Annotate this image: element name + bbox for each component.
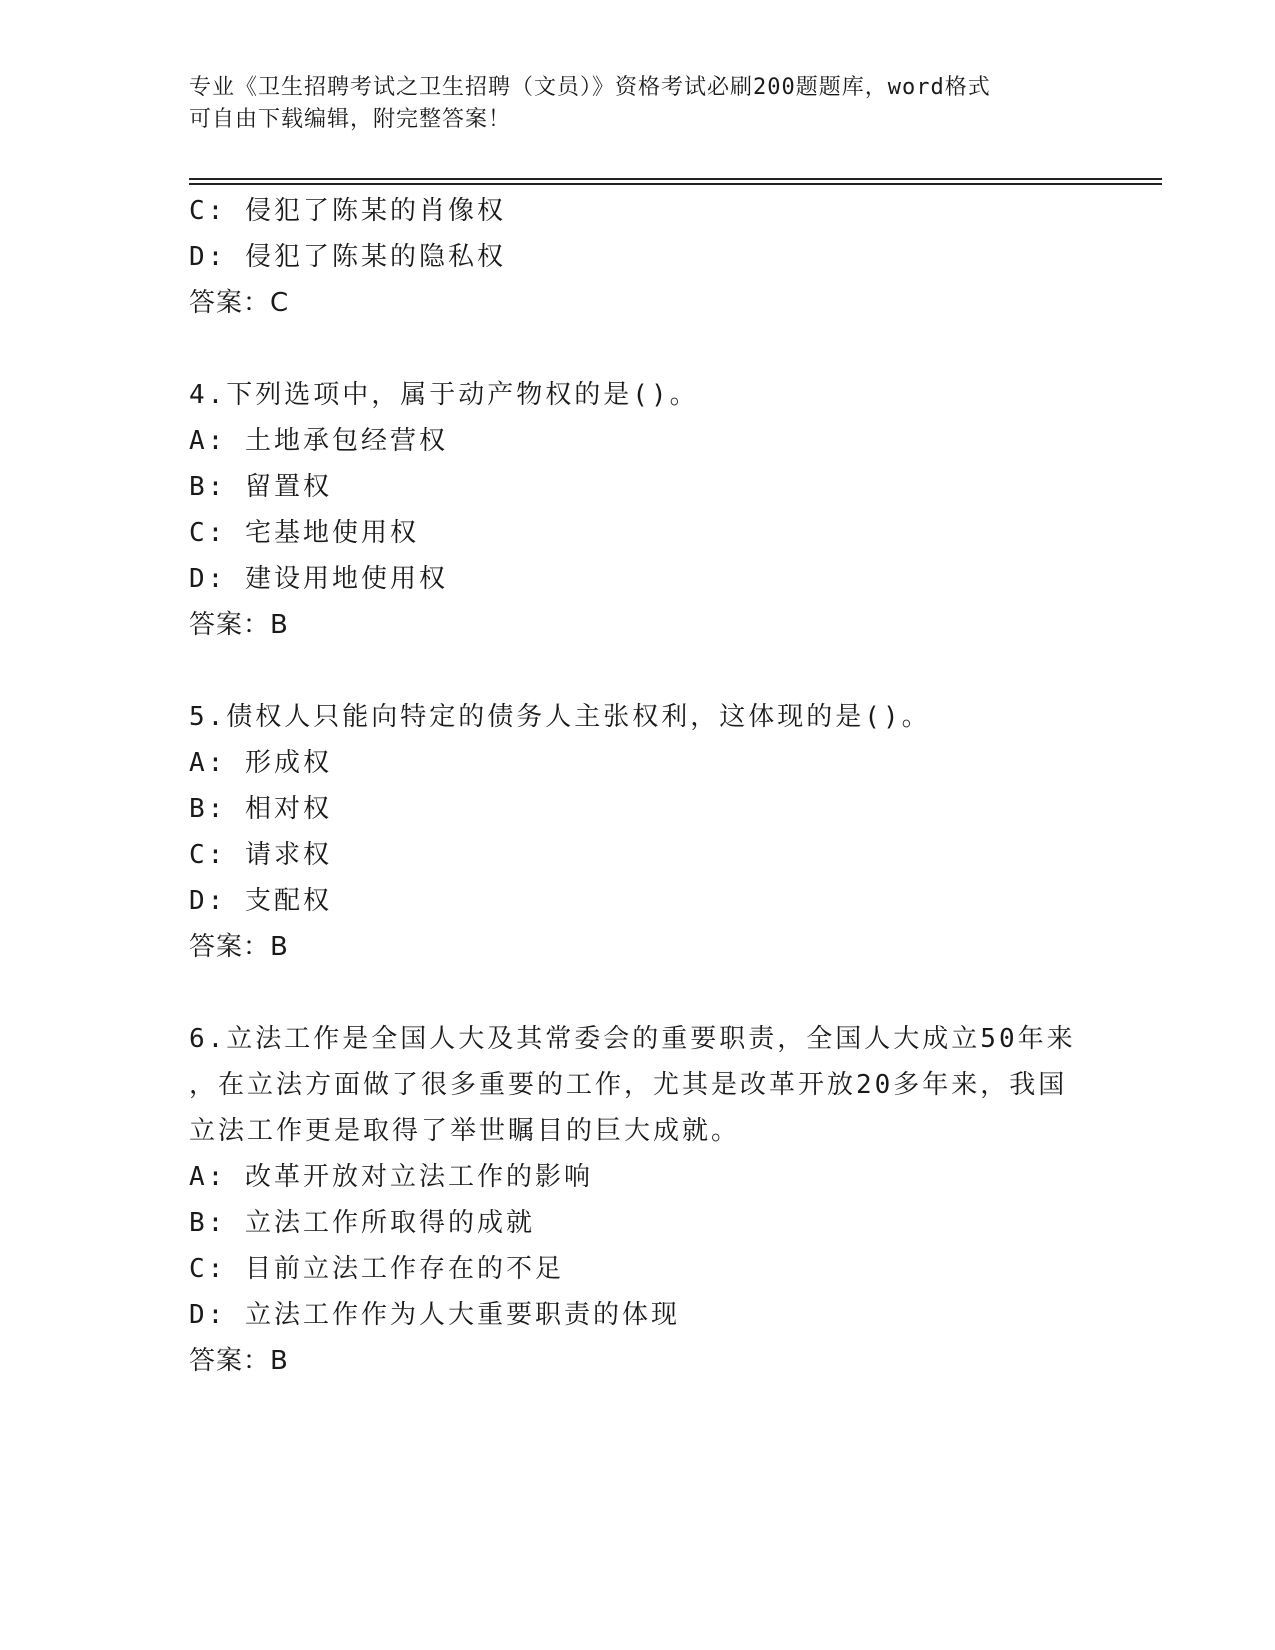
answer-label: 答案：B — [189, 932, 289, 962]
spacer — [189, 970, 1089, 1016]
spacer — [189, 326, 1089, 372]
question-stem: 4.下列选项中，属于动产物权的是()。 — [189, 380, 699, 410]
question-stem: 5.债权人只能向特定的债务人主张权利，这体现的是()。 — [189, 702, 931, 732]
option-c: C: 宅基地使用权 — [189, 518, 419, 548]
spacer — [189, 648, 1089, 694]
option-c: C: 侵犯了陈某的肖像权 — [189, 196, 506, 226]
option-a: A: 改革开放对立法工作的影响 — [189, 1162, 593, 1192]
option-d: D: 支配权 — [189, 886, 332, 916]
question-stem-line-2: ，在立法方面做了很多重要的工作，尤其是改革开放20多年来，我国 — [189, 1070, 1068, 1100]
option-c: C: 目前立法工作存在的不足 — [189, 1254, 564, 1284]
header-line-2: 可自由下载编辑，附完整答案！ — [189, 107, 512, 132]
option-c: C: 请求权 — [189, 840, 332, 870]
header-divider-top — [189, 178, 1162, 180]
option-d: D: 侵犯了陈某的隐私权 — [189, 242, 506, 272]
question-5 — [189, 694, 1089, 970]
option-d: D: 建设用地使用权 — [189, 564, 448, 594]
question-list — [189, 188, 1089, 1384]
option-a: A: 形成权 — [189, 748, 332, 778]
header-line-1: 专业《卫生招聘考试之卫生招聘（文员）》资格考试必刷200题题库，word格式 — [189, 75, 991, 100]
option-d: D: 立法工作作为人大重要职责的体现 — [189, 1300, 680, 1330]
answer-label: 答案：B — [189, 610, 289, 640]
option-b: B: 立法工作所取得的成就 — [189, 1208, 535, 1238]
option-b: B: 留置权 — [189, 472, 332, 502]
option-a: A: 土地承包经营权 — [189, 426, 448, 456]
option-b: B: 相对权 — [189, 794, 332, 824]
question-stem-line-3: 立法工作更是取得了举世瞩目的巨大成就。 — [189, 1116, 741, 1146]
question-stem-line-1: 6.立法工作是全国人大及其常委会的重要职责，全国人大成立50年来 — [189, 1024, 1076, 1054]
answer-label: 答案：B — [189, 1346, 289, 1376]
question-6 — [189, 1016, 1089, 1384]
question-4 — [189, 372, 1089, 648]
header-divider-bottom — [189, 183, 1162, 185]
question-3 — [189, 188, 1089, 326]
answer-label: 答案：C — [189, 288, 290, 318]
document-header — [189, 72, 1069, 136]
